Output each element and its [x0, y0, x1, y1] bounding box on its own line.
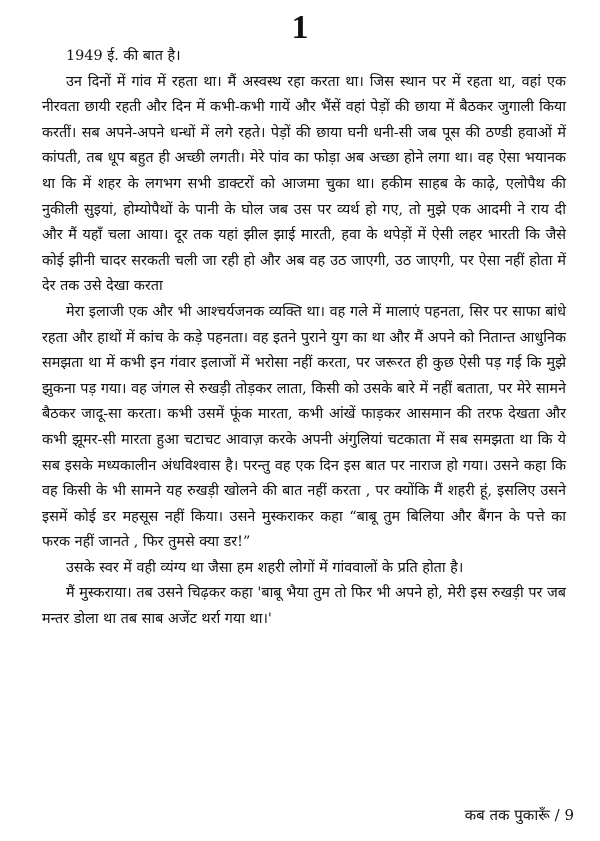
chapter-number: 1: [291, 9, 309, 46]
body-text: [42, 44, 566, 633]
paragraph: मैं मुस्कराया। तब उसने चिढ़कर कहा 'बाबू भैया तुम तो फिर भी अपने हो, मेरी इस रुखड़ी पर जब मन्तर डोला था तब साब अजेंट थर्रा गया था।': [42, 585, 566, 628]
page-footer: कब तक पुकारूँ / 9: [464, 806, 574, 824]
paragraph: उसके स्वर में वही व्यंग्य था जैसा हम शहरी लोगों में गांववालों के प्रति होता है।: [66, 559, 464, 576]
paragraph: मेरा इलाजी एक और भी आश्चर्यजनक व्यक्ति था। वह गले में मालाएं पहनता, सिर पर साफा बांधे रहता और हाथों में कांच के कड़े पहनता। वह इतने पुराने युग का था और मैं अपने को नितान्त आधुनिक समझता था में कभी इन गंवार इलाजों में भरोसा नहीं करता, पर जरूरत ही कुछ ऐसी पड़ गई कि मुझे झुकना पड़ गया। वह जंगल से रुखड़ी तोड़कर लाता, किसी को उसके बारे में नहीं बताता, पर मेरे सामने बैठकर जादू-सा करता। कभी उसमें फूंक मारता, कभी आंखें फाड़कर आसमान की तरफ देखता और कभी झूमर-सी मारता हुआ चटाचट आवाज़ करके अपनी अंगुलियां चटकाता में सब समझता था कि ये सब इसके मध्यकालीन अंधविश्वास है। परन्तु वह एक दिन इस बात पर नाराज हो गया। उसने कहा कि वह किसी के भी सामने यह रुखड़ी खोलने की बात नहीं करता , पर क्योंकि मैं शहरी हूं, इसलिए उसने इसमें कोई डर महसूस नहीं किया। उसने मुस्कराकर कहा “बाबू तुम बिलिया और बैंगन के पत्ते का फरक नहीं जानते , फिर तुमसे क्या डर!”: [42, 303, 566, 551]
paragraph: 1949 ई. की बात है।: [66, 48, 181, 64]
paragraph: उन दिनों में गांव में रहता था। मैं अस्वस्थ रहा करता था। जिस स्थान पर में रहता था, वहां एक नीरवता छायी रहती और दिन में कभी-कभी गायें और भैंसें वहां पेड़ों की छाया में बैठकर जुगाली किया करतीं। सब अपने-अपने धन्धों में लगे रहते। पेड़ों की छाया घनी धनी-सी जब पूस की ठण्डी हवाओं में कांपती, तब धूप बहुत ही अच्छी लगती। मेरे पांव का फोड़ा अब अच्छा होने लगा था। वह ऐसा भयानक था कि में शहर के लगभग सभी डाक्टरों को आजमा चुका था। हकीम साहब के काढ़े, एलोपैथ की नुकीली सुइयां, होम्योपैथों के पानी के घोल जब उस पर व्यर्थ हो गए, तो मुझे एक आदमी ने राय दी और मैं यहाँ चला आया। दूर तक यहां झील झाई मारती, हवा के थपेड़ों में ऐसी लहर भारती कि जैसे कोई झीनी चादर सरकती चली जा रही हो और अब वह उठ जाएगी, उठ जाएगी, पर ऐसा नहीं होता में देर तक उसे देखा करता: [42, 73, 566, 295]
